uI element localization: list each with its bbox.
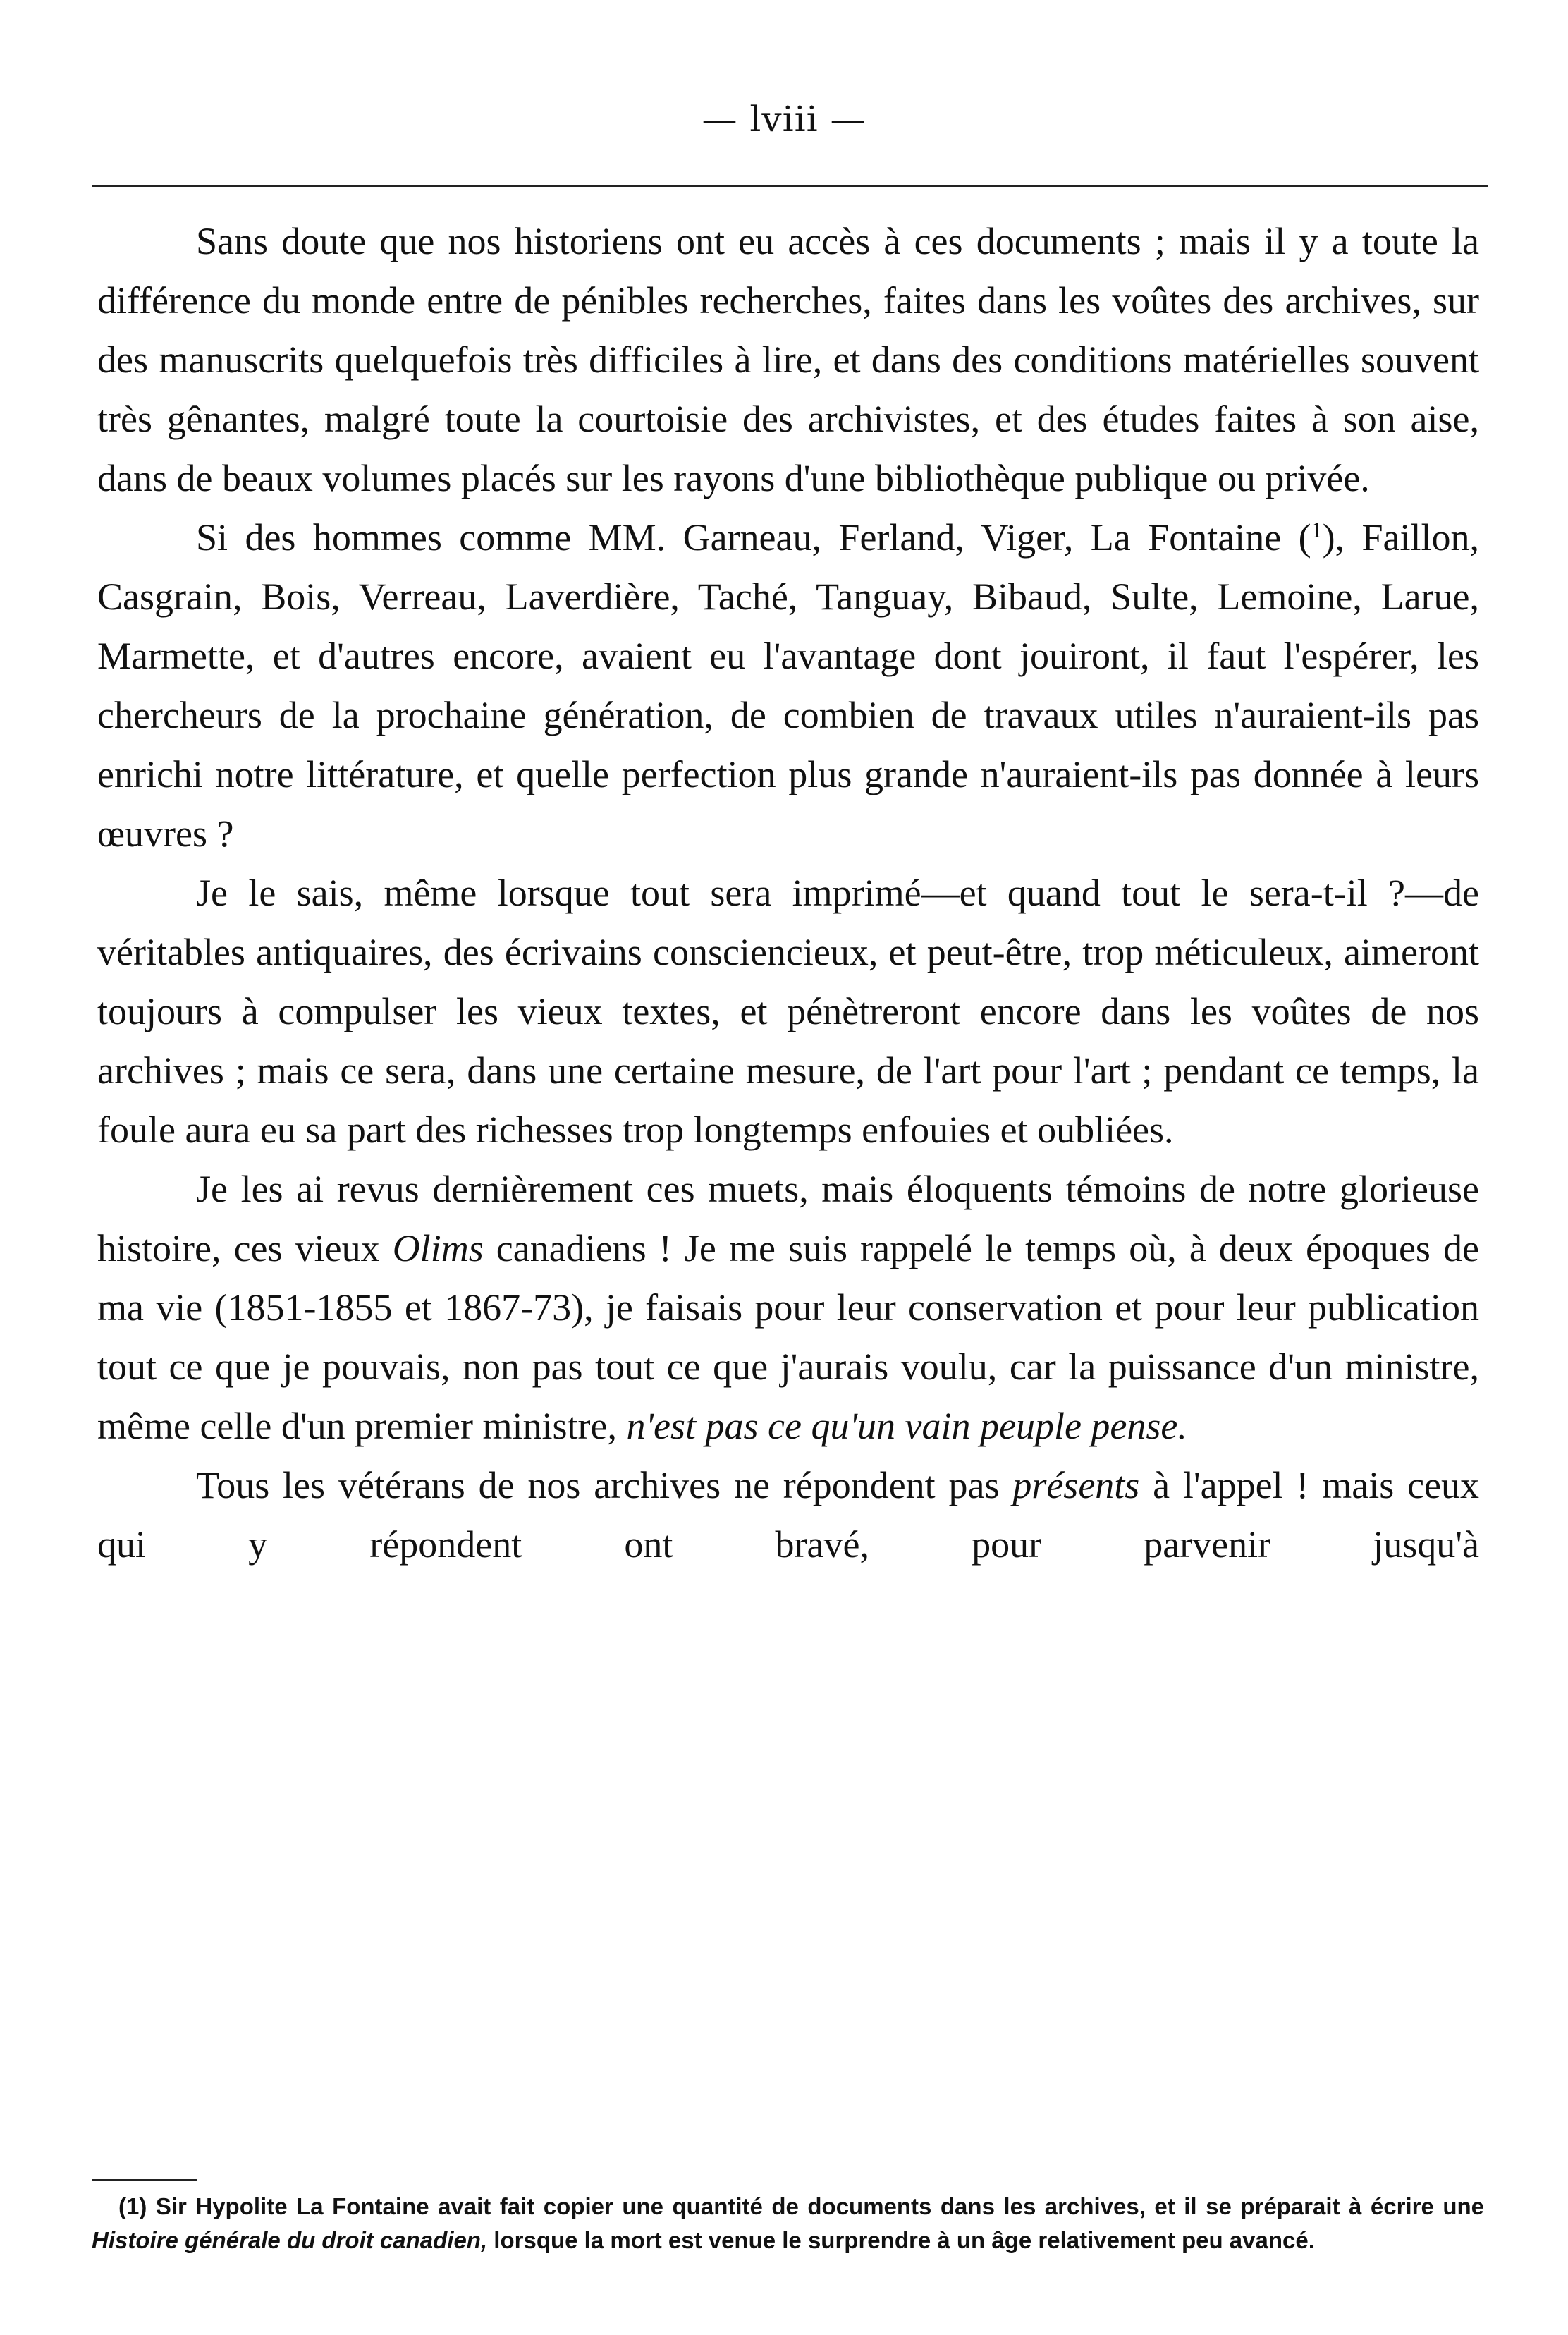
body-text — [97, 212, 1479, 1574]
footnote-mark: (1) — [118, 2193, 147, 2219]
paragraph-2-part-b: ), Faillon, Casgrain, Bois, Verreau, Laverdière, Taché, Tanguay, Bibaud, Sulte, Lemoine, Larue, Marmette, et d'autres encore, avaient eu l'avantage dont jouiront, il faut l'espérer, les chercheurs de la prochaine génération, de combien de travaux utiles n'auraient-ils pas enrichi notre littérature, et quelle perfection plus grande n'auraient-ils pas donnée à leurs œuvres ? — [97, 516, 1479, 855]
paragraph-4-part-a: Je les ai revus dernièrement ces muets, mais éloquents témoins de notre glorieuse histoire, ces vieux — [97, 1168, 1479, 1269]
page-number-header: — lviii — — [702, 99, 866, 140]
paragraph-4-part-b: canadiens ! Je me suis rappelé le temps où, à deux époques de ma vie (1851-1855 et 1867-73), je faisais pour leur conservation et pour leur publication tout ce que je pouvais, non pas tout ce que j'aurais voulu, car la puissance d'un ministre, même celle d'un premier ministre, — [97, 1227, 1479, 1447]
footnote-text-b: lorsque la mort est venue le surprendre à un âge relativement peu avancé. — [487, 2227, 1315, 2253]
footnote-reference: 1 — [1311, 517, 1323, 542]
paragraph-2 — [97, 508, 1479, 863]
paragraph-5-part-a: Tous les vétérans de nos archives ne répondent pas — [196, 1464, 1013, 1506]
paragraph-1: Sans doute que nos historiens ont eu accès à ces documents ; mais il y a toute la différence du monde entre de pénibles recherches, faites dans les voûtes des archives, sur des manuscrits quelquefois très difficiles à lire, et dans des conditions matérielles souvent très gênantes, malgré toute la courtoisie des archivistes, et des études faites à son aise, dans de beaux volumes placés sur les rayons d'une bibliothèque publique ou privée. — [97, 220, 1479, 499]
paragraph-2-part-a: Si des hommes comme MM. Garneau, Ferland, Viger, La Fontaine ( — [196, 516, 1311, 559]
italic-quotation: n'est pas ce qu'un vain peuple pense. — [626, 1405, 1187, 1447]
italic-olims: Olims — [392, 1227, 484, 1269]
paragraph-5-part-b: à l'appel ! mais ceux qui y répondent ont bravé, pour parvenir jusqu'à — [97, 1464, 1479, 1566]
footnote-italic-title: Histoire générale du droit canadien, — [92, 2227, 488, 2253]
header-rule — [92, 185, 1488, 187]
footnote — [92, 2190, 1484, 2257]
paragraph-5 — [97, 1456, 1479, 1574]
footnote-text-a: Sir Hypolite La Fontaine avait fait copier une quantité de documents dans les archives, et il se préparait à écrire une — [147, 2193, 1484, 2219]
paragraph-4 — [97, 1159, 1479, 1456]
paragraph-3: Je le sais, même lorsque tout sera imprimé—et quand tout le sera-t-il ?—de véritables antiquaires, des écrivains consciencieux, et peut-être, trop méticuleux, aimeront toujours à compulser les vieux textes, et pénètreront encore dans les voûtes de nos archives ; mais ce sera, dans une certaine mesure, de l'art pour l'art ; pendant ce temps, la foule aura eu sa part des richesses trop longtemps enfouies et oubliées. — [97, 872, 1479, 1151]
italic-presents: présents — [1012, 1464, 1140, 1506]
footnote-rule — [92, 2179, 197, 2181]
